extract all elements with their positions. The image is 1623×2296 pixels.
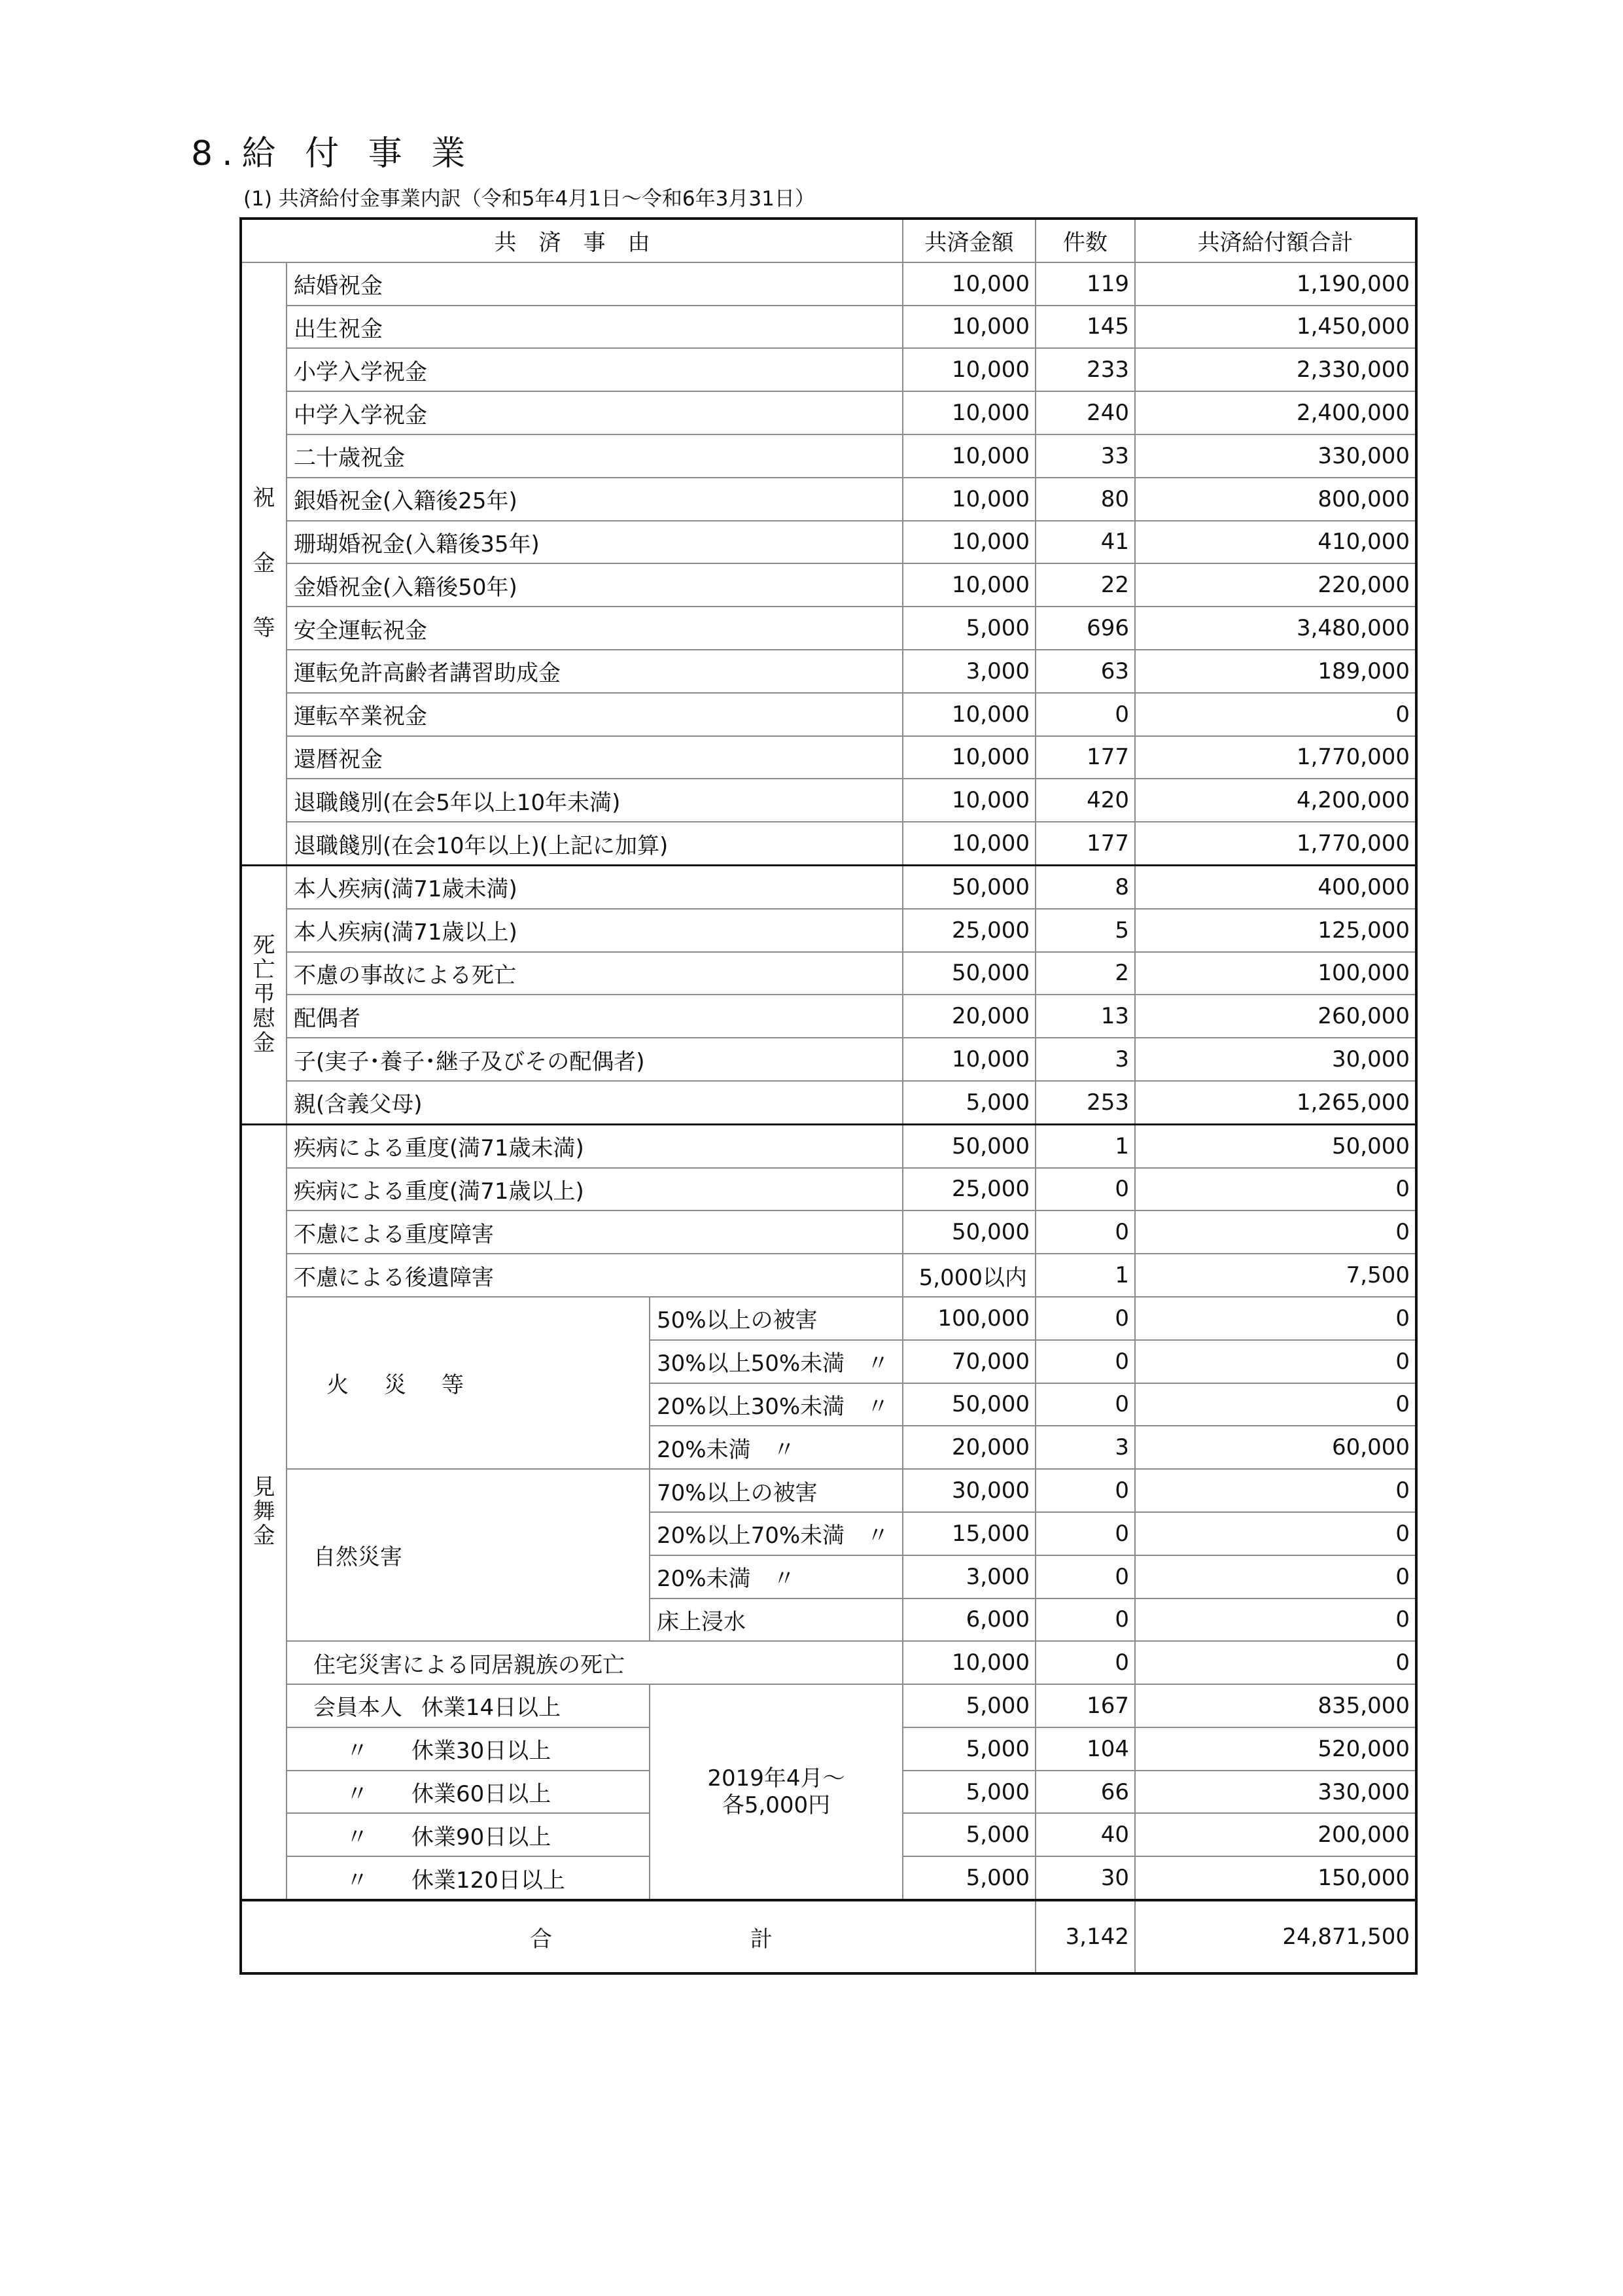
row-count: 0 (1036, 1297, 1135, 1340)
row-total: 400,000 (1135, 865, 1416, 908)
row-label: 小学入学祝金 (287, 348, 903, 391)
ditto-mark: 〃 (346, 1738, 368, 1765)
row-amount: 50,000 (903, 1383, 1036, 1426)
row-total: 0 (1135, 1469, 1416, 1512)
table-row (241, 1684, 1416, 1727)
row-label: 70%以上の被害 (650, 1469, 903, 1512)
row-total: 2,330,000 (1135, 348, 1416, 391)
row-total: 30,000 (1135, 1038, 1416, 1081)
row-total: 3,480,000 (1135, 607, 1416, 650)
row-amount: 30,000 (903, 1469, 1036, 1512)
row-amount: 10,000 (903, 434, 1036, 478)
row-count: 41 (1036, 521, 1135, 564)
row-total: 2,400,000 (1135, 391, 1416, 434)
row-count: 233 (1036, 348, 1135, 391)
row-total: 7,500 (1135, 1254, 1416, 1297)
page-title: 8.給 付 事 業 (191, 134, 475, 173)
row-amount: 50,000 (903, 865, 1036, 908)
table-row (241, 952, 1416, 995)
table-row (241, 736, 1416, 779)
row-total: 200,000 (1135, 1813, 1416, 1856)
row-label: 二十歳祝金 (287, 434, 903, 478)
table-row (241, 306, 1416, 349)
row-amount: 50,000 (903, 952, 1036, 995)
row-count: 0 (1036, 1512, 1135, 1555)
row-amount: 10,000 (903, 779, 1036, 822)
row-count: 1 (1036, 1254, 1135, 1297)
row-label: 退職餞別(在会10年以上)(上記に加算) (287, 822, 903, 865)
row-label: 疾病による重度(満71歳未満) (287, 1124, 903, 1167)
header-reason: 共 済 事 由 (241, 219, 903, 262)
leave-note (650, 1684, 903, 1900)
leave-note-line1: 2019年4月～ (707, 1765, 845, 1792)
row-label: 安全運転祝金 (287, 607, 903, 650)
category-char: 見 (253, 1474, 275, 1500)
row-amount: 5,000 (903, 1813, 1036, 1856)
row-label: 20%以上30%未満 〃 (650, 1383, 903, 1426)
row-count: 63 (1036, 650, 1135, 693)
row-total: 189,000 (1135, 650, 1416, 693)
row-label: 中学入学祝金 (287, 391, 903, 434)
row-label: 不慮による重度障害 (287, 1210, 903, 1254)
row-amount: 5,000 (903, 1771, 1036, 1814)
total-amount: 24,871,500 (1135, 1900, 1416, 1973)
row-total: 0 (1135, 1297, 1416, 1340)
row-total: 100,000 (1135, 952, 1416, 995)
row-total: 0 (1135, 1641, 1416, 1684)
row-label: 30%以上50%未満 〃 (650, 1340, 903, 1383)
row-amount: 10,000 (903, 262, 1036, 306)
row-count: 1 (1036, 1124, 1135, 1167)
row-total: 0 (1135, 1210, 1416, 1254)
table-row (241, 391, 1416, 434)
leave-label: 休業60日以上 (411, 1781, 551, 1808)
row-label: 退職餞別(在会5年以上10年未満) (287, 779, 903, 822)
row-count: 253 (1036, 1081, 1135, 1124)
row-count: 13 (1036, 995, 1135, 1038)
leave-row-label (287, 1856, 650, 1900)
row-total: 835,000 (1135, 1684, 1416, 1727)
row-amount: 5,000 (903, 1727, 1036, 1771)
table-row (241, 262, 1416, 306)
row-label: 還暦祝金 (287, 736, 903, 779)
table-row (241, 434, 1416, 478)
row-amount: 3,000 (903, 650, 1036, 693)
row-total: 60,000 (1135, 1426, 1416, 1469)
row-label: 出生祝金 (287, 306, 903, 349)
row-amount: 25,000 (903, 1168, 1036, 1211)
row-count: 145 (1036, 306, 1135, 349)
table-row (241, 521, 1416, 564)
row-label: 不慮による後遺障害 (287, 1254, 903, 1297)
leave-label: 休業120日以上 (411, 1867, 565, 1894)
leave-row-label (287, 1684, 650, 1727)
row-amount: 50,000 (903, 1210, 1036, 1254)
category-char: 等 (253, 615, 275, 642)
row-amount: 25,000 (903, 909, 1036, 952)
row-label: 運転免許高齢者講習助成金 (287, 650, 903, 693)
row-count: 696 (1036, 607, 1135, 650)
row-label: 疾病による重度(満71歳以上) (287, 1168, 903, 1211)
row-count: 80 (1036, 478, 1135, 521)
table-row (241, 1038, 1416, 1081)
fire-group-label: 火 災 等 (287, 1297, 650, 1469)
table-row (241, 1124, 1416, 1167)
row-count: 8 (1036, 865, 1135, 908)
row-total: 0 (1135, 1383, 1416, 1426)
category-char: 祝 (253, 485, 275, 512)
ditto-mark: 〃 (346, 1781, 368, 1808)
leave-label: 休業14日以上 (421, 1695, 561, 1722)
row-count: 40 (1036, 1813, 1135, 1856)
row-amount: 50,000 (903, 1124, 1036, 1167)
row-total: 150,000 (1135, 1856, 1416, 1900)
row-count: 177 (1036, 736, 1135, 779)
row-count: 3 (1036, 1038, 1135, 1081)
header-amount: 共済金額 (903, 219, 1036, 262)
row-amount: 10,000 (903, 306, 1036, 349)
row-label: 20%未満 〃 (650, 1426, 903, 1469)
row-count: 0 (1036, 1168, 1135, 1211)
row-label: 配偶者 (287, 995, 903, 1038)
table-body (241, 262, 1416, 1973)
row-label: 親(含義父母) (287, 1081, 903, 1124)
ditto-mark: 〃 (346, 1867, 368, 1894)
row-count: 0 (1036, 1210, 1135, 1254)
row-total: 520,000 (1135, 1727, 1416, 1771)
row-amount: 10,000 (903, 478, 1036, 521)
category-char: 舞 (253, 1498, 275, 1525)
row-count: 167 (1036, 1684, 1135, 1727)
table-row (241, 865, 1416, 908)
row-amount: 10,000 (903, 1038, 1036, 1081)
row-amount: 100,000 (903, 1297, 1036, 1340)
table-row (241, 909, 1416, 952)
row-amount: 10,000 (903, 822, 1036, 865)
category-sympathy (241, 1124, 287, 1900)
row-amount: 6,000 (903, 1598, 1036, 1642)
row-amount: 5,000 (903, 1684, 1036, 1727)
leave-row-label (287, 1771, 650, 1814)
row-count: 0 (1036, 1340, 1135, 1383)
row-count: 0 (1036, 693, 1135, 736)
row-total: 0 (1135, 1512, 1416, 1555)
table-row (241, 1254, 1416, 1297)
row-amount: 20,000 (903, 995, 1036, 1038)
row-total: 330,000 (1135, 434, 1416, 478)
row-label: 銀婚祝金(入籍後25年) (287, 478, 903, 521)
row-total: 0 (1135, 693, 1416, 736)
page-subtitle: (1) 共済給付金事業内訳（令和5年4月1日～令和6年3月31日） (243, 187, 815, 211)
row-amount: 3,000 (903, 1555, 1036, 1598)
row-total: 0 (1135, 1168, 1416, 1211)
row-total: 0 (1135, 1598, 1416, 1642)
row-amount: 10,000 (903, 563, 1036, 607)
leave-label: 休業30日以上 (411, 1738, 551, 1765)
row-amount: 10,000 (903, 736, 1036, 779)
category-condolence (241, 865, 287, 1124)
row-total: 1,265,000 (1135, 1081, 1416, 1124)
table-row (241, 478, 1416, 521)
leave-row-label (287, 1727, 650, 1771)
leave-note-line2: 各5,000円 (722, 1792, 831, 1818)
row-total: 330,000 (1135, 1771, 1416, 1814)
row-amount: 70,000 (903, 1340, 1036, 1383)
row-total: 1,450,000 (1135, 306, 1416, 349)
row-count: 177 (1036, 822, 1135, 865)
category-char: 亡 (253, 956, 275, 983)
row-total: 410,000 (1135, 521, 1416, 564)
row-amount: 10,000 (903, 348, 1036, 391)
row-amount: 5,000以内 (903, 1254, 1036, 1297)
row-count: 30 (1036, 1856, 1135, 1900)
row-total: 0 (1135, 1555, 1416, 1598)
category-char: 慰 (253, 1005, 275, 1032)
leave-prefix: 会員本人 (313, 1695, 402, 1722)
table-row (241, 822, 1416, 865)
table-header-row (241, 219, 1416, 262)
row-label: 不慮の事故による死亡 (287, 952, 903, 995)
row-amount: 10,000 (903, 521, 1036, 564)
ditto-mark: 〃 (346, 1824, 368, 1850)
row-count: 33 (1036, 434, 1135, 478)
row-amount: 5,000 (903, 1856, 1036, 1900)
row-total: 1,190,000 (1135, 262, 1416, 306)
row-amount: 5,000 (903, 607, 1036, 650)
table-row (241, 348, 1416, 391)
table-row (241, 995, 1416, 1038)
total-count: 3,142 (1036, 1900, 1135, 1973)
table-row (241, 1081, 1416, 1124)
row-count: 0 (1036, 1598, 1135, 1642)
row-count: 420 (1036, 779, 1135, 822)
total-label-right: 計 (750, 1926, 774, 1952)
row-label: 運転卒業祝金 (287, 693, 903, 736)
row-amount: 15,000 (903, 1512, 1036, 1555)
row-label: 本人疾病(満71歳以上) (287, 909, 903, 952)
row-amount: 20,000 (903, 1426, 1036, 1469)
row-label: 本人疾病(満71歳未満) (287, 865, 903, 908)
row-amount: 10,000 (903, 1641, 1036, 1684)
row-label: 金婚祝金(入籍後50年) (287, 563, 903, 607)
category-char: 金 (253, 1030, 275, 1057)
row-amount: 10,000 (903, 391, 1036, 434)
table-row (241, 1210, 1416, 1254)
row-total: 260,000 (1135, 995, 1416, 1038)
row-label: 子(実子･養子･継子及びその配偶者) (287, 1038, 903, 1081)
row-count: 5 (1036, 909, 1135, 952)
table-row (241, 693, 1416, 736)
table-row (241, 1297, 1416, 1340)
total-label (241, 1900, 1036, 1973)
table-row (241, 779, 1416, 822)
category-celebration (241, 262, 287, 866)
table-row (241, 1168, 1416, 1211)
row-total: 800,000 (1135, 478, 1416, 521)
row-count: 0 (1036, 1555, 1135, 1598)
row-total: 4,200,000 (1135, 779, 1416, 822)
row-label: 珊瑚婚祝金(入籍後35年) (287, 521, 903, 564)
table-row (241, 1469, 1416, 1512)
category-char: 弔 (253, 981, 275, 1008)
table-row (241, 650, 1416, 693)
row-count: 0 (1036, 1383, 1135, 1426)
row-total: 1,770,000 (1135, 736, 1416, 779)
row-label: 20%未満 〃 (650, 1555, 903, 1598)
row-total: 50,000 (1135, 1124, 1416, 1167)
row-count: 2 (1036, 952, 1135, 995)
category-char: 死 (253, 932, 275, 959)
category-char: 金 (253, 550, 275, 576)
row-label: 20%以上70%未満 〃 (650, 1512, 903, 1555)
row-count: 0 (1036, 1641, 1135, 1684)
total-row (241, 1900, 1416, 1973)
row-count: 240 (1036, 391, 1135, 434)
row-count: 3 (1036, 1426, 1135, 1469)
benefit-table (239, 217, 1418, 1975)
row-amount: 10,000 (903, 693, 1036, 736)
row-count: 0 (1036, 1469, 1135, 1512)
row-total: 220,000 (1135, 563, 1416, 607)
table-row (241, 607, 1416, 650)
total-label-left: 合 (530, 1926, 553, 1952)
row-count: 119 (1036, 262, 1135, 306)
leave-row-label (287, 1813, 650, 1856)
row-label: 住宅災害による同居親族の死亡 (287, 1641, 903, 1684)
table-row (241, 1641, 1416, 1684)
row-total: 1,770,000 (1135, 822, 1416, 865)
header-total: 共済給付額合計 (1135, 219, 1416, 262)
row-count: 104 (1036, 1727, 1135, 1771)
leave-label: 休業90日以上 (411, 1824, 551, 1850)
row-amount: 5,000 (903, 1081, 1036, 1124)
row-label: 床上浸水 (650, 1598, 903, 1642)
row-label: 50%以上の被害 (650, 1297, 903, 1340)
row-total: 0 (1135, 1340, 1416, 1383)
header-count: 件数 (1036, 219, 1135, 262)
row-count: 66 (1036, 1771, 1135, 1814)
natural-disaster-group-label: 自然災害 (287, 1469, 650, 1641)
table-row (241, 563, 1416, 607)
category-char: 金 (253, 1523, 275, 1549)
row-count: 22 (1036, 563, 1135, 607)
row-label: 結婚祝金 (287, 262, 903, 306)
row-total: 125,000 (1135, 909, 1416, 952)
